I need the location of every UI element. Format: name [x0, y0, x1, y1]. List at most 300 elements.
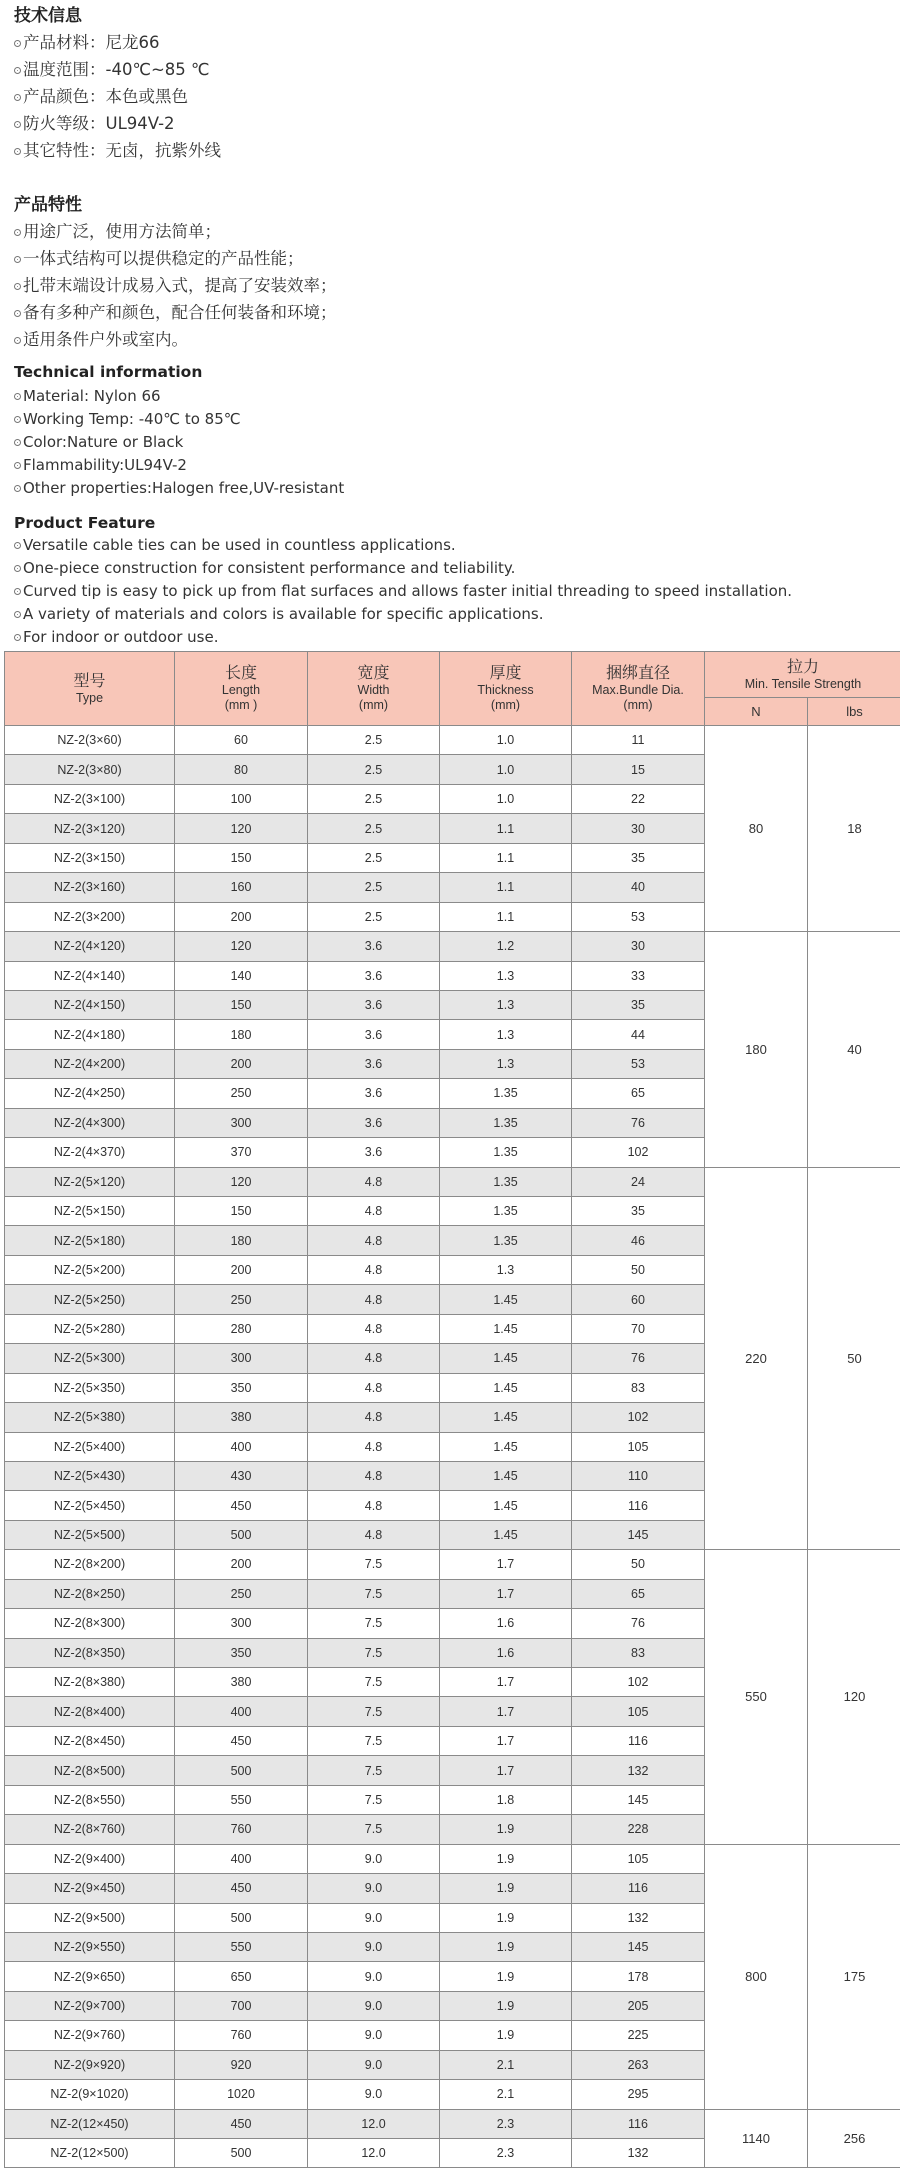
cell-tensile-n: 180 [705, 932, 808, 1168]
cell-width: 7.5 [308, 1550, 440, 1579]
cell-type: NZ-2(3×200) [5, 902, 175, 931]
cell-bundle-dia: 83 [572, 1373, 705, 1402]
cell-length: 500 [175, 1520, 308, 1549]
cell-type: NZ-2(4×300) [5, 1108, 175, 1137]
cell-length: 200 [175, 902, 308, 931]
cell-length: 80 [175, 755, 308, 784]
cell-bundle-dia: 145 [572, 1932, 705, 1961]
cell-bundle-dia: 145 [572, 1785, 705, 1814]
cell-type: NZ-2(5×120) [5, 1167, 175, 1196]
cell-length: 450 [175, 2109, 308, 2138]
cell-width: 2.5 [308, 755, 440, 784]
bullet-icon [14, 148, 21, 155]
cell-thickness: 1.8 [440, 1785, 572, 1814]
cell-type: NZ-2(8×400) [5, 1697, 175, 1726]
cell-type: NZ-2(3×80) [5, 755, 175, 784]
cell-type: NZ-2(5×200) [5, 1255, 175, 1284]
cell-width: 9.0 [308, 1874, 440, 1903]
cell-bundle-dia: 30 [572, 814, 705, 843]
cell-type: NZ-2(5×450) [5, 1491, 175, 1520]
cell-bundle-dia: 76 [572, 1609, 705, 1638]
features-zh-title: 产品特性 [14, 195, 82, 215]
features-en-item: A variety of materials and colors is available for specific applications. [14, 604, 544, 624]
cell-bundle-dia: 70 [572, 1314, 705, 1343]
cell-thickness: 1.1 [440, 902, 572, 931]
tech-info-zh-item: 产品颜色：本色或黑色 [14, 87, 188, 107]
cell-length: 450 [175, 1726, 308, 1755]
tech-info-zh-item: 防火等级：UL94V-2 [14, 114, 175, 134]
cell-type: NZ-2(9×500) [5, 1903, 175, 1932]
bullet-icon [14, 229, 21, 236]
cell-bundle-dia: 132 [572, 1903, 705, 1932]
cell-width: 7.5 [308, 1697, 440, 1726]
cell-width: 2.5 [308, 843, 440, 872]
cell-length: 920 [175, 2050, 308, 2079]
bullet-icon [14, 462, 21, 469]
cell-thickness: 1.35 [440, 1108, 572, 1137]
cell-thickness: 1.7 [440, 1726, 572, 1755]
features-zh-item: 一体式结构可以提供稳定的产品性能； [14, 249, 304, 269]
cell-bundle-dia: 50 [572, 1550, 705, 1579]
cell-bundle-dia: 53 [572, 902, 705, 931]
cell-thickness: 1.35 [440, 1226, 572, 1255]
cell-width: 7.5 [308, 1726, 440, 1755]
cell-length: 180 [175, 1020, 308, 1049]
cell-width: 7.5 [308, 1668, 440, 1697]
tech-info-zh-item: 产品材料：尼龙66 [14, 33, 160, 53]
bullet-icon [14, 565, 21, 572]
cell-type: NZ-2(5×300) [5, 1344, 175, 1373]
cell-thickness: 1.45 [440, 1491, 572, 1520]
cell-thickness: 1.9 [440, 1844, 572, 1873]
tech-info-en-item: Working Temp: -40℃ to 85℃ [14, 409, 241, 429]
cell-width: 3.6 [308, 1020, 440, 1049]
bullet-icon [14, 310, 21, 317]
col-header-tensile-lbs: lbs [808, 698, 900, 726]
cell-type: NZ-2(9×450) [5, 1874, 175, 1903]
cell-length: 500 [175, 1903, 308, 1932]
cell-thickness: 1.7 [440, 1697, 572, 1726]
cell-length: 180 [175, 1226, 308, 1255]
cell-tensile-lbs: 120 [808, 1550, 900, 1844]
cell-thickness: 2.1 [440, 2080, 572, 2109]
cell-thickness: 1.0 [440, 726, 572, 755]
cell-type: NZ-2(5×500) [5, 1520, 175, 1549]
bullet-icon [14, 588, 21, 595]
bullet-icon [14, 337, 21, 344]
cell-type: NZ-2(3×160) [5, 873, 175, 902]
col-header-type: 型号 Type [5, 652, 175, 726]
cell-width: 2.5 [308, 902, 440, 931]
cell-thickness: 1.0 [440, 755, 572, 784]
cell-width: 4.8 [308, 1255, 440, 1284]
table-row [5, 1550, 900, 1579]
cell-width: 4.8 [308, 1226, 440, 1255]
cell-width: 4.8 [308, 1344, 440, 1373]
tech-info-zh-item: 其它特性：无卤，抗紫外线 [14, 141, 221, 161]
cell-type: NZ-2(4×200) [5, 1049, 175, 1078]
cell-bundle-dia: 225 [572, 2021, 705, 2050]
col-header-thickness: 厚度 Thickness (mm) [440, 652, 572, 726]
bullet-icon [14, 256, 21, 263]
tech-info-zh-item: 温度范围：-40℃~85 ℃ [14, 60, 210, 80]
cell-type: NZ-2(5×400) [5, 1432, 175, 1461]
cell-bundle-dia: 132 [572, 2139, 705, 2168]
cell-width: 9.0 [308, 1962, 440, 1991]
cell-length: 500 [175, 2139, 308, 2168]
cell-bundle-dia: 105 [572, 1697, 705, 1726]
cell-thickness: 1.9 [440, 1962, 572, 1991]
cell-type: NZ-2(8×550) [5, 1785, 175, 1814]
cell-width: 9.0 [308, 1903, 440, 1932]
features-zh-item: 用途广泛，使用方法简单； [14, 222, 221, 242]
cell-type: NZ-2(12×500) [5, 2139, 175, 2168]
cell-thickness: 1.3 [440, 1255, 572, 1284]
cell-type: NZ-2(5×380) [5, 1403, 175, 1432]
table-row [5, 726, 900, 755]
cell-thickness: 1.1 [440, 814, 572, 843]
bullet-icon [14, 439, 21, 446]
cell-thickness: 1.9 [440, 1991, 572, 2020]
bullet-icon [14, 67, 21, 74]
cell-bundle-dia: 102 [572, 1403, 705, 1432]
cell-width: 4.8 [308, 1403, 440, 1432]
cell-bundle-dia: 24 [572, 1167, 705, 1196]
cell-type: NZ-2(9×1020) [5, 2080, 175, 2109]
bullet-icon [14, 634, 21, 641]
cell-tensile-n: 220 [705, 1167, 808, 1550]
cell-width: 3.6 [308, 1079, 440, 1108]
cell-thickness: 1.6 [440, 1609, 572, 1638]
bullet-icon [14, 485, 21, 492]
cell-bundle-dia: 116 [572, 1874, 705, 1903]
cell-type: NZ-2(8×380) [5, 1668, 175, 1697]
features-zh-item: 备有多种产和颜色，配合任何装备和环境； [14, 303, 337, 323]
cell-bundle-dia: 76 [572, 1344, 705, 1373]
cell-type: NZ-2(8×450) [5, 1726, 175, 1755]
cell-thickness: 1.0 [440, 784, 572, 813]
cell-type: NZ-2(4×370) [5, 1138, 175, 1167]
bullet-icon [14, 94, 21, 101]
cell-type: NZ-2(9×760) [5, 2021, 175, 2050]
cell-type: NZ-2(3×120) [5, 814, 175, 843]
cell-tensile-lbs: 40 [808, 932, 900, 1168]
cell-thickness: 1.35 [440, 1138, 572, 1167]
tech-info-zh-title: 技术信息 [14, 6, 82, 26]
cell-length: 300 [175, 1108, 308, 1137]
cell-length: 380 [175, 1403, 308, 1432]
cell-thickness: 1.3 [440, 990, 572, 1019]
cell-length: 450 [175, 1491, 308, 1520]
cell-type: NZ-2(4×140) [5, 961, 175, 990]
cell-thickness: 1.9 [440, 2021, 572, 2050]
cell-bundle-dia: 65 [572, 1079, 705, 1108]
cell-bundle-dia: 60 [572, 1285, 705, 1314]
cell-bundle-dia: 205 [572, 1991, 705, 2020]
cell-thickness: 1.45 [440, 1314, 572, 1343]
cell-width: 2.5 [308, 873, 440, 902]
cell-bundle-dia: 53 [572, 1049, 705, 1078]
bullet-icon [14, 542, 21, 549]
bullet-icon [14, 283, 21, 290]
bullet-icon [14, 416, 21, 423]
cell-tensile-n: 800 [705, 1844, 808, 2109]
cell-width: 3.6 [308, 990, 440, 1019]
cell-thickness: 2.1 [440, 2050, 572, 2079]
features-en-item: Curved tip is easy to pick up from flat surfaces and allows faster initial threading to speed installation. [14, 581, 792, 601]
cell-width: 4.8 [308, 1432, 440, 1461]
cell-type: NZ-2(9×550) [5, 1932, 175, 1961]
cell-width: 4.8 [308, 1461, 440, 1490]
cell-width: 3.6 [308, 1138, 440, 1167]
cell-width: 7.5 [308, 1785, 440, 1814]
cell-width: 3.6 [308, 1108, 440, 1137]
cell-length: 550 [175, 1785, 308, 1814]
bullet-icon [14, 40, 21, 47]
cell-length: 300 [175, 1344, 308, 1373]
cell-type: NZ-2(8×300) [5, 1609, 175, 1638]
cell-length: 500 [175, 1756, 308, 1785]
cell-thickness: 1.45 [440, 1344, 572, 1373]
cell-width: 4.8 [308, 1520, 440, 1549]
cell-length: 300 [175, 1609, 308, 1638]
col-header-tensile: 拉力 Min. Tensile Strength [705, 652, 900, 698]
cell-type: NZ-2(9×700) [5, 1991, 175, 2020]
cell-bundle-dia: 116 [572, 2109, 705, 2138]
cell-type: NZ-2(4×150) [5, 990, 175, 1019]
cell-bundle-dia: 228 [572, 1815, 705, 1844]
cell-width: 2.5 [308, 784, 440, 813]
cell-width: 3.6 [308, 932, 440, 961]
cell-tensile-lbs: 256 [808, 2109, 900, 2168]
cell-type: NZ-2(8×760) [5, 1815, 175, 1844]
features-zh-item: 扎带末端设计成易入式，提高了安装效率； [14, 276, 337, 296]
cell-bundle-dia: 22 [572, 784, 705, 813]
cell-length: 350 [175, 1638, 308, 1667]
cell-width: 9.0 [308, 1991, 440, 2020]
cell-type: NZ-2(8×500) [5, 1756, 175, 1785]
cell-length: 650 [175, 1962, 308, 1991]
cell-bundle-dia: 35 [572, 990, 705, 1019]
cell-bundle-dia: 11 [572, 726, 705, 755]
cell-thickness: 1.9 [440, 1903, 572, 1932]
cell-bundle-dia: 105 [572, 1432, 705, 1461]
cell-length: 250 [175, 1079, 308, 1108]
cell-bundle-dia: 76 [572, 1108, 705, 1137]
cell-length: 450 [175, 1874, 308, 1903]
cell-length: 760 [175, 2021, 308, 2050]
cell-thickness: 1.1 [440, 843, 572, 872]
cell-width: 4.8 [308, 1167, 440, 1196]
cell-thickness: 1.3 [440, 961, 572, 990]
cell-width: 4.8 [308, 1491, 440, 1520]
cell-length: 280 [175, 1314, 308, 1343]
cell-type: NZ-2(8×350) [5, 1638, 175, 1667]
tech-info-en-item: Color:Nature or Black [14, 432, 183, 452]
cell-type: NZ-2(5×250) [5, 1285, 175, 1314]
col-header-length: 长度 Length (mm ) [175, 652, 308, 726]
tech-info-en-title: Technical information [14, 363, 203, 381]
cell-length: 370 [175, 1138, 308, 1167]
cell-bundle-dia: 295 [572, 2080, 705, 2109]
features-en-item: One-piece construction for consistent performance and teliability. [14, 558, 515, 578]
cell-width: 9.0 [308, 2050, 440, 2079]
table-row [5, 2109, 900, 2138]
cell-width: 7.5 [308, 1638, 440, 1667]
cell-thickness: 1.35 [440, 1079, 572, 1108]
cell-bundle-dia: 83 [572, 1638, 705, 1667]
cell-width: 7.5 [308, 1609, 440, 1638]
cell-width: 9.0 [308, 2080, 440, 2109]
cell-length: 550 [175, 1932, 308, 1961]
cell-bundle-dia: 110 [572, 1461, 705, 1490]
cell-type: NZ-2(8×250) [5, 1579, 175, 1608]
cell-length: 120 [175, 932, 308, 961]
cell-type: NZ-2(4×180) [5, 1020, 175, 1049]
cell-thickness: 1.45 [440, 1520, 572, 1549]
cell-type: NZ-2(3×150) [5, 843, 175, 872]
cell-thickness: 1.35 [440, 1197, 572, 1226]
spec-table [4, 651, 900, 2168]
cell-length: 1020 [175, 2080, 308, 2109]
cell-thickness: 1.45 [440, 1461, 572, 1490]
cell-bundle-dia: 46 [572, 1226, 705, 1255]
cell-width: 3.6 [308, 961, 440, 990]
cell-bundle-dia: 33 [572, 961, 705, 990]
cell-width: 4.8 [308, 1197, 440, 1226]
cell-length: 430 [175, 1461, 308, 1490]
cell-width: 4.8 [308, 1373, 440, 1402]
cell-type: NZ-2(3×100) [5, 784, 175, 813]
cell-length: 760 [175, 1815, 308, 1844]
cell-length: 400 [175, 1697, 308, 1726]
cell-bundle-dia: 35 [572, 843, 705, 872]
table-row [5, 932, 900, 961]
cell-length: 400 [175, 1844, 308, 1873]
cell-width: 3.6 [308, 1049, 440, 1078]
cell-thickness: 1.1 [440, 873, 572, 902]
cell-width: 9.0 [308, 1932, 440, 1961]
cell-thickness: 1.45 [440, 1403, 572, 1432]
cell-bundle-dia: 30 [572, 932, 705, 961]
cell-tensile-n: 550 [705, 1550, 808, 1844]
cell-width: 4.8 [308, 1285, 440, 1314]
cell-tensile-lbs: 18 [808, 726, 900, 932]
cell-length: 100 [175, 784, 308, 813]
cell-tensile-n: 80 [705, 726, 808, 932]
cell-width: 9.0 [308, 2021, 440, 2050]
cell-type: NZ-2(4×120) [5, 932, 175, 961]
cell-width: 7.5 [308, 1815, 440, 1844]
cell-type: NZ-2(9×400) [5, 1844, 175, 1873]
cell-width: 7.5 [308, 1756, 440, 1785]
cell-bundle-dia: 102 [572, 1138, 705, 1167]
cell-length: 200 [175, 1049, 308, 1078]
cell-width: 9.0 [308, 1844, 440, 1873]
features-zh-item: 适用条件户外或室内。 [14, 330, 188, 350]
cell-thickness: 1.7 [440, 1550, 572, 1579]
cell-bundle-dia: 15 [572, 755, 705, 784]
spec-table-body [5, 726, 900, 2168]
cell-length: 350 [175, 1373, 308, 1402]
cell-bundle-dia: 102 [572, 1668, 705, 1697]
cell-thickness: 1.9 [440, 1815, 572, 1844]
col-header-tensile-n: N [705, 698, 808, 726]
cell-thickness: 1.35 [440, 1167, 572, 1196]
col-header-bundle-dia: 捆绑直径 Max.Bundle Dia. (mm) [572, 652, 705, 726]
cell-type: NZ-2(12×450) [5, 2109, 175, 2138]
cell-width: 2.5 [308, 726, 440, 755]
cell-type: NZ-2(5×280) [5, 1314, 175, 1343]
cell-length: 160 [175, 873, 308, 902]
cell-thickness: 1.7 [440, 1579, 572, 1608]
cell-thickness: 1.9 [440, 1874, 572, 1903]
tech-info-en-item: Material: Nylon 66 [14, 386, 161, 406]
table-row [5, 1844, 900, 1873]
cell-width: 12.0 [308, 2139, 440, 2168]
cell-length: 200 [175, 1550, 308, 1579]
table-row [5, 1167, 900, 1196]
cell-thickness: 1.6 [440, 1638, 572, 1667]
cell-width: 12.0 [308, 2109, 440, 2138]
cell-thickness: 2.3 [440, 2139, 572, 2168]
cell-length: 700 [175, 1991, 308, 2020]
cell-type: NZ-2(3×60) [5, 726, 175, 755]
cell-tensile-n: 1140 [705, 2109, 808, 2168]
cell-tensile-lbs: 175 [808, 1844, 900, 2109]
cell-bundle-dia: 40 [572, 873, 705, 902]
cell-tensile-lbs: 50 [808, 1167, 900, 1550]
cell-length: 120 [175, 1167, 308, 1196]
cell-length: 150 [175, 990, 308, 1019]
cell-type: NZ-2(5×150) [5, 1197, 175, 1226]
cell-length: 380 [175, 1668, 308, 1697]
cell-bundle-dia: 50 [572, 1255, 705, 1284]
cell-type: NZ-2(5×180) [5, 1226, 175, 1255]
cell-bundle-dia: 116 [572, 1726, 705, 1755]
cell-length: 150 [175, 1197, 308, 1226]
cell-thickness: 1.45 [440, 1373, 572, 1402]
cell-thickness: 1.7 [440, 1668, 572, 1697]
cell-length: 250 [175, 1285, 308, 1314]
features-en-item: For indoor or outdoor use. [14, 627, 219, 647]
cell-bundle-dia: 263 [572, 2050, 705, 2079]
tech-info-en-item: Other properties:Halogen free,UV-resistant [14, 478, 344, 498]
cell-type: NZ-2(5×350) [5, 1373, 175, 1402]
cell-type: NZ-2(5×430) [5, 1461, 175, 1490]
features-en-item: Versatile cable ties can be used in countless applications. [14, 535, 456, 555]
cell-bundle-dia: 44 [572, 1020, 705, 1049]
cell-thickness: 1.3 [440, 1049, 572, 1078]
cell-type: NZ-2(4×250) [5, 1079, 175, 1108]
cell-bundle-dia: 145 [572, 1520, 705, 1549]
cell-length: 150 [175, 843, 308, 872]
cell-length: 140 [175, 961, 308, 990]
cell-thickness: 1.45 [440, 1285, 572, 1314]
cell-bundle-dia: 35 [572, 1197, 705, 1226]
cell-length: 200 [175, 1255, 308, 1284]
cell-thickness: 1.45 [440, 1432, 572, 1461]
cell-width: 4.8 [308, 1314, 440, 1343]
cell-bundle-dia: 132 [572, 1756, 705, 1785]
cell-length: 60 [175, 726, 308, 755]
cell-bundle-dia: 105 [572, 1844, 705, 1873]
cell-length: 400 [175, 1432, 308, 1461]
cell-thickness: 2.3 [440, 2109, 572, 2138]
cell-type: NZ-2(8×200) [5, 1550, 175, 1579]
cell-thickness: 1.3 [440, 1020, 572, 1049]
cell-type: NZ-2(9×920) [5, 2050, 175, 2079]
